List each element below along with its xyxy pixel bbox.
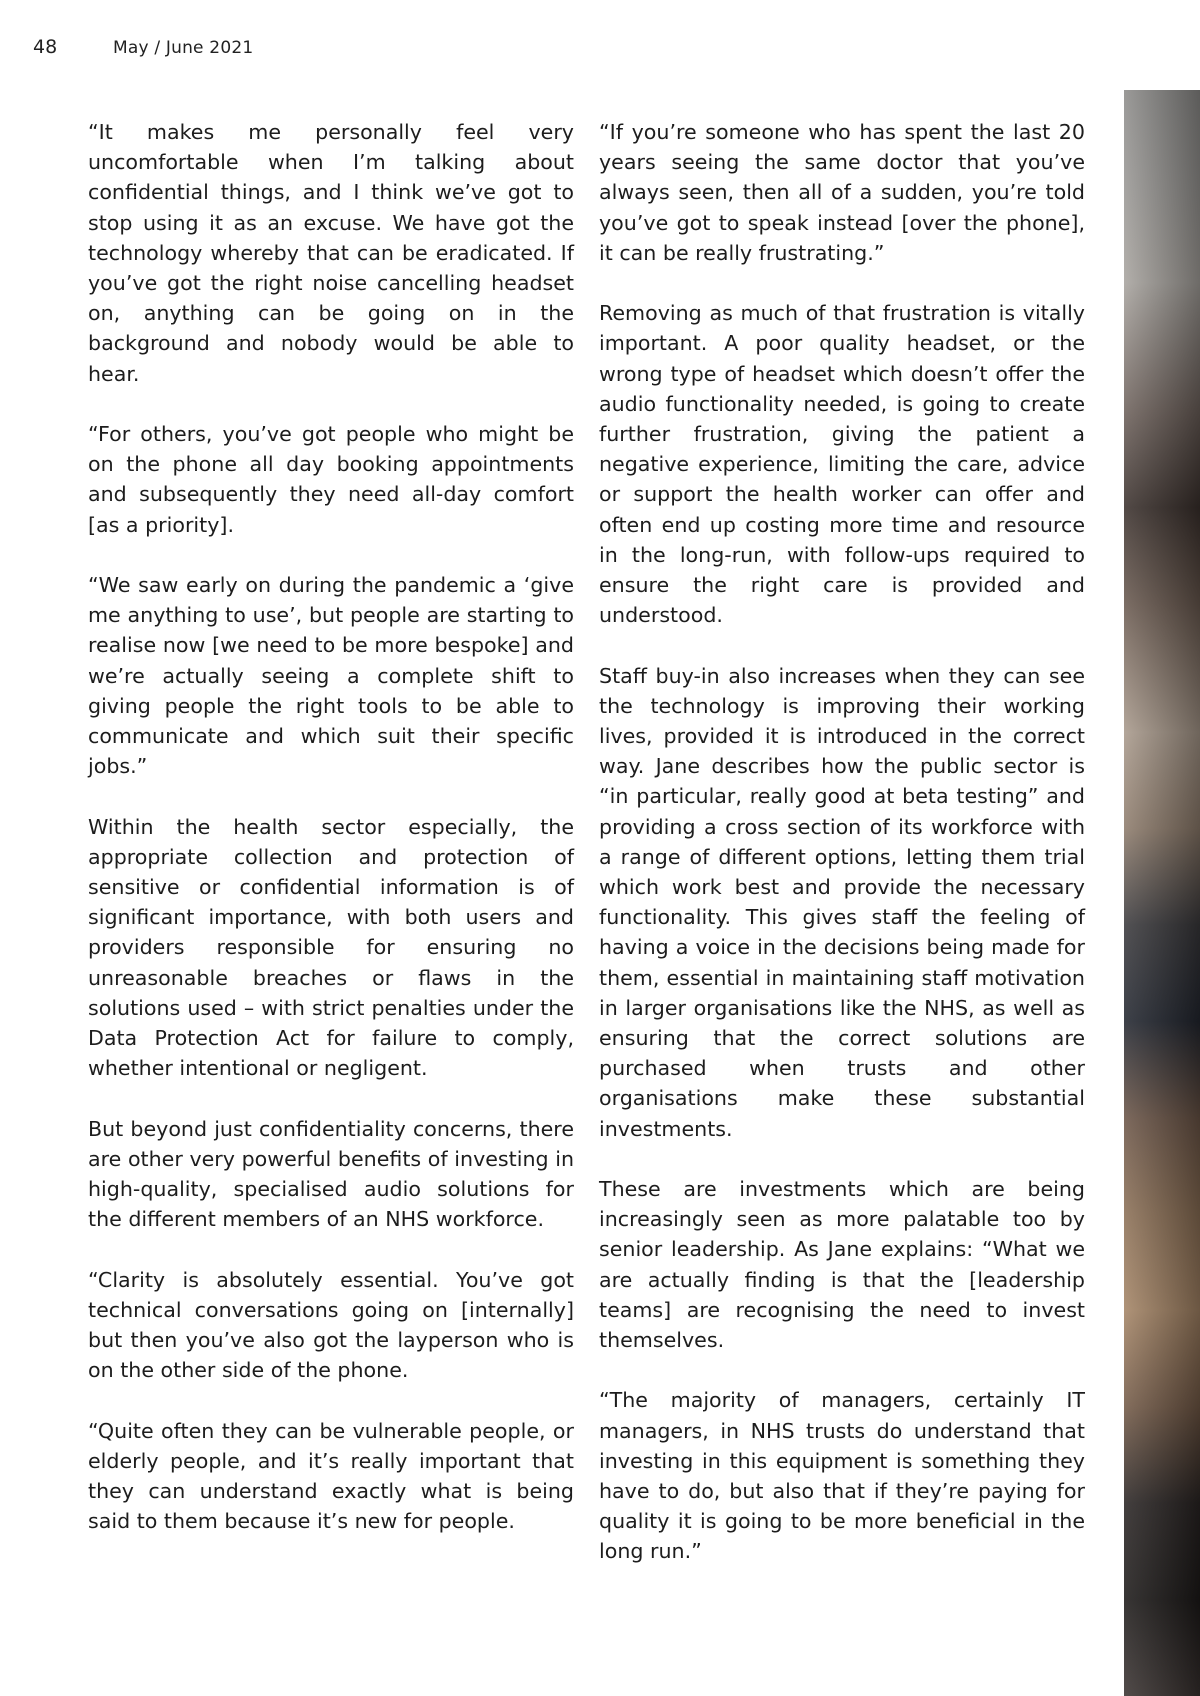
paragraph: “If you’re someone who has spent the last 20 years seeing the same doctor that you’ve always seen, then all of a sudden, you’re told you’ve got to speak instead [over the phone], it can be really frustrating.” [599,120,1085,265]
paragraph: “We saw early on during the pandemic a ‘give me anything to use’, but people are starting to realise now [we need to be more bespoke] and we’re actually seeing a complete shift to giving people the right tools to be able to communicate and which suit their specific jobs.” [88,573,574,779]
paragraph: Staff buy-in also increases when they can see the technology is improving their working lives, provided it is introduced in the correct way. Jane describes how the public sector is “in particular, really good at beta testing” and providing a cross section of its workforce with a range of different options, letting them trial which work best and provide the necessary functionality. This gives staff the feeling of having a voice in the decisions being made for them, essential in maintaining staff motivation in larger organisations like the NHS, as well as ensuring that the correct solutions are purchased when trusts and other organisations make these substantial investments. [599,663,1085,1141]
paragraph: But beyond just confidentiality concerns, there are other very powerful benefits of investing in high-quality, specialised audio solutions for the different members of an NHS workforce. [88,1116,574,1232]
paragraph: “It makes me personally feel very uncomfortable when I’m talking about confidential things, and I think we’ve got to stop using it as an excuse. We have got the technology whereby that can be eradicated. If you’ve got the right noise cancelling headset on, anything can be going on in the background and nobody would be able to hear. [88,120,574,386]
edge-photo [1124,90,1200,1696]
paragraph: These are investments which are being increasingly seen as more palatable too by senior leadership. As Jane explains: “What we are actually finding is that the [leadership teams] are recognising the need to invest themselves. [599,1177,1085,1353]
paragraph: “Quite often they can be vulnerable people, or elderly people, and it’s really important that they can understand exactly what is being said to them because it’s new for people. [88,1418,574,1534]
left-text-column [88,117,574,1567]
issue-date: May / June 2021 [113,38,254,58]
paragraph: Within the health sector especially, the appropriate collection and protection of sensitive or confidential information is of significant importance, with both users and providers responsible for ensuring no unreasonable breaches or flaws in the solutions used – with strict penalties under the Data Protection Act for failure to comply, whether intentional or negligent. [88,814,574,1081]
paragraph: “The majority of managers, certainly IT managers, in NHS trusts do understand that investing in this equipment is something they have to do, but also that if they’re paying for quality it is going to be more beneficial in the long run.” [599,1388,1085,1564]
page-number: 48 [33,36,58,58]
paragraph: Removing as much of that frustration is vitally important. A poor quality headset, or the wrong type of headset which doesn’t offer the audio functionality needed, is going to create further frustration, giving the patient a negative experience, limiting the care, advice or support the health worker can offer and often end up costing more time and resource in the long-run, with follow-ups required to ensure the right care is provided and understood. [599,301,1085,628]
paragraph: “For others, you’ve got people who might be on the phone all day booking appointments and subsequently they need all-day comfort [as a priority]. [88,422,574,537]
photo-shade [1124,90,1200,1696]
paragraph: “Clarity is absolutely essential. You’ve got technical conversations going on [internally] but then you’ve also got the layperson who is on the other side of the phone. [88,1267,574,1383]
right-text-column [599,117,1085,1597]
